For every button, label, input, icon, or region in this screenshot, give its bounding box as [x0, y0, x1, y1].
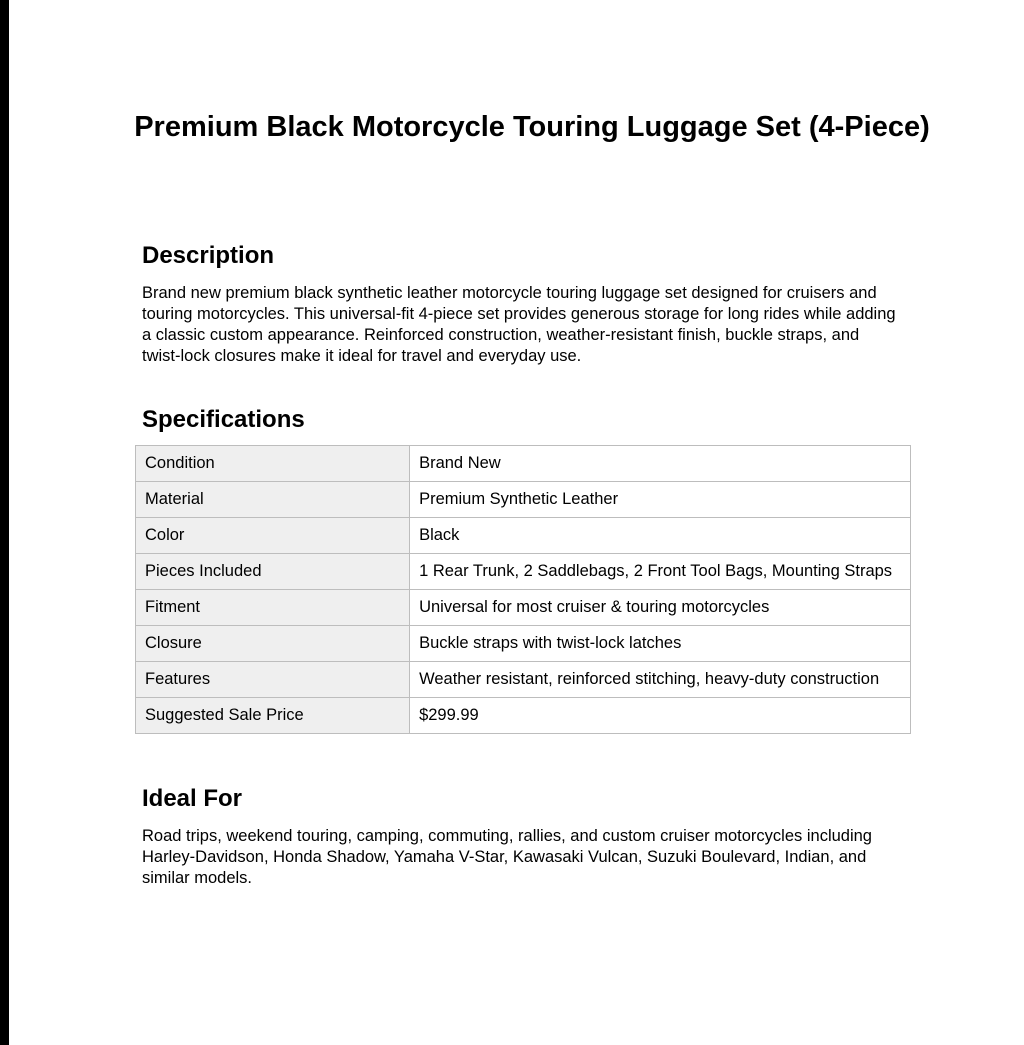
spec-value: Premium Synthetic Leather — [410, 482, 911, 518]
document-title: Premium Black Motorcycle Touring Luggage Set (4-Piece) — [134, 111, 930, 143]
spec-row-fitment — [136, 590, 911, 626]
spec-value: Black — [410, 518, 911, 554]
spec-row-pieces-included — [136, 554, 911, 590]
spec-label: Suggested Sale Price — [136, 698, 410, 734]
description-text: Brand new premium black synthetic leather motorcycle touring luggage set designed for cruisers and touring motorcycles. This universal-fit 4-piece set provides generous storage for long rides while adding a classic custom appearance. Reinforced construction, weather-resistant finish, buckle straps, and twist-lock closures make it ideal for travel and everyday use. — [142, 284, 896, 365]
specifications-table — [135, 445, 911, 734]
spec-label: Pieces Included — [136, 554, 410, 590]
specifications-heading: Specifications — [142, 406, 305, 433]
left-edge-bar — [0, 0, 9, 1045]
spec-row-condition — [136, 446, 911, 482]
spec-value: Buckle straps with twist-lock latches — [410, 626, 911, 662]
document-page — [9, 0, 1024, 1045]
spec-value: 1 Rear Trunk, 2 Saddlebags, 2 Front Tool Bags, Mounting Straps — [410, 554, 911, 590]
description-heading: Description — [142, 242, 275, 269]
spec-value: $299.99 — [410, 698, 911, 734]
spec-value: Brand New — [410, 446, 911, 482]
spec-label: Color — [136, 518, 410, 554]
spec-row-suggested-sale-price — [136, 698, 911, 734]
spec-row-material — [136, 482, 911, 518]
spec-label: Closure — [136, 626, 410, 662]
spec-row-closure — [136, 626, 911, 662]
spec-value: Weather resistant, reinforced stitching, heavy-duty construction — [410, 662, 911, 698]
spec-row-features — [136, 662, 911, 698]
ideal-for-heading: Ideal For — [142, 785, 243, 812]
spec-label: Features — [136, 662, 410, 698]
spec-row-color — [136, 518, 911, 554]
spec-value: Universal for most cruiser & touring motorcycles — [410, 590, 911, 626]
ideal-for-text: Road trips, weekend touring, camping, commuting, rallies, and custom cruiser motorcycles including Harley-Davidson, Honda Shadow, Yamaha V-Star, Kawasaki Vulcan, Suzuki Boulevard, Indian, and similar models. — [142, 827, 872, 887]
spec-label: Fitment — [136, 590, 410, 626]
spec-label: Material — [136, 482, 410, 518]
spec-label: Condition — [136, 446, 410, 482]
